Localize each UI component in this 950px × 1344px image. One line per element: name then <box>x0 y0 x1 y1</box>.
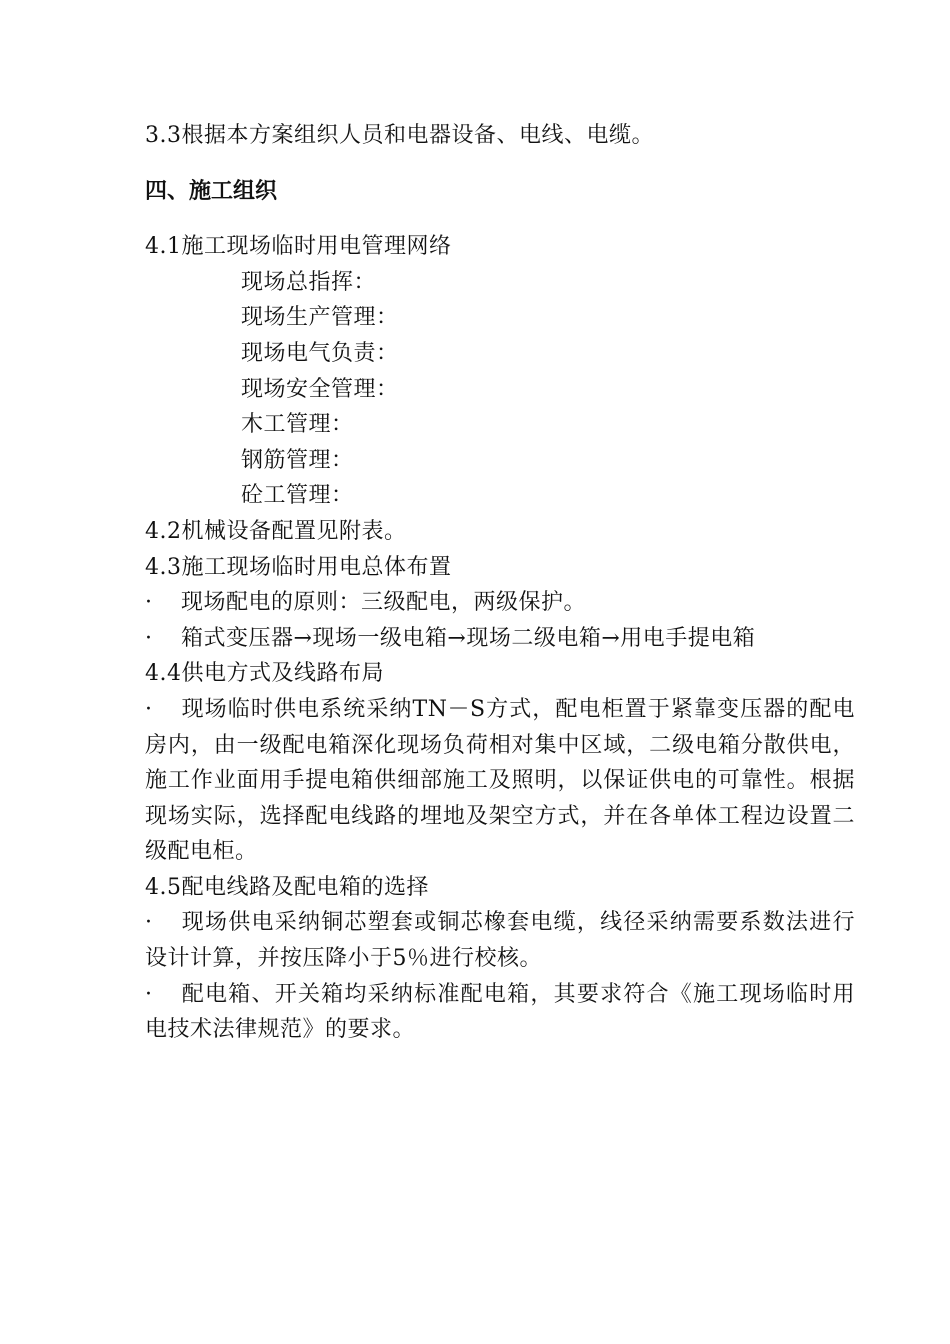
network-item: 木工管理： <box>241 412 354 438</box>
network-item: 现场安全管理： <box>241 376 399 402</box>
bullet-text: 箱式变压器→现场一级电箱→现场二级电箱→用电手提电箱 <box>181 625 756 651</box>
bullet-mark: · <box>145 696 153 722</box>
bullet-paragraph <box>145 977 855 1048</box>
section-4-heading: 四、施工组织 <box>145 178 278 204</box>
bullet-item <box>145 621 855 657</box>
bullet-paragraph <box>145 905 855 976</box>
clause-4-2: 4.2机械设备配置见附表。 <box>145 518 407 544</box>
network-item: 现场电气负责： <box>241 340 399 366</box>
network-item: 现场生产管理： <box>241 305 399 331</box>
paragraph-text: 现场供电采纳铜芯塑套或铜芯橡套电缆，线径采纳需要系数法进行设计计算，并按压降小于5％进行校核。 <box>145 910 855 972</box>
bullet-paragraph <box>145 692 855 870</box>
bullet-mark: · <box>145 590 153 616</box>
bullet-text: 现场配电的原则：三级配电，两级保护。 <box>181 590 587 616</box>
clause-4-4: 4.4供电方式及线路布局 <box>145 661 384 687</box>
bullet-item <box>145 585 855 621</box>
clause-4-1: 4.1施工现场临时用电管理网络 <box>145 234 452 260</box>
clause-4-5: 4.5配电线路及配电箱的选择 <box>145 874 429 900</box>
document-page <box>145 118 855 1048</box>
paragraph-text: 现场临时供电系统采纳TN－S方式，配电柜置于紧靠变压器的配电房内，由一级配电箱深化现场负荷相对集中区域，二级电箱分散供电，施工作业面用手提电箱供细部施工及照明，以保证供电的可靠性。根据现场实际，选择配电线路的埋地及架空方式，并在各单体工程边设置二级配电柜。 <box>145 696 855 865</box>
clause-3-3: 3.3根据本方案组织人员和电器设备、电线、电缆。 <box>145 123 654 148</box>
network-item: 砼工管理： <box>241 483 354 509</box>
clause-4-3: 4.3施工现场临时用电总体布置 <box>145 554 452 580</box>
network-item: 钢筋管理： <box>241 447 354 473</box>
bullet-mark: · <box>145 910 153 936</box>
paragraph-text: 配电箱、开关箱均采纳标准配电箱，其要求符合《施工现场临时用电技术法律规范》的要求。 <box>145 981 855 1043</box>
bullet-mark: · <box>145 625 153 651</box>
network-item: 现场总指挥： <box>241 269 377 295</box>
bullet-mark: · <box>145 981 153 1007</box>
